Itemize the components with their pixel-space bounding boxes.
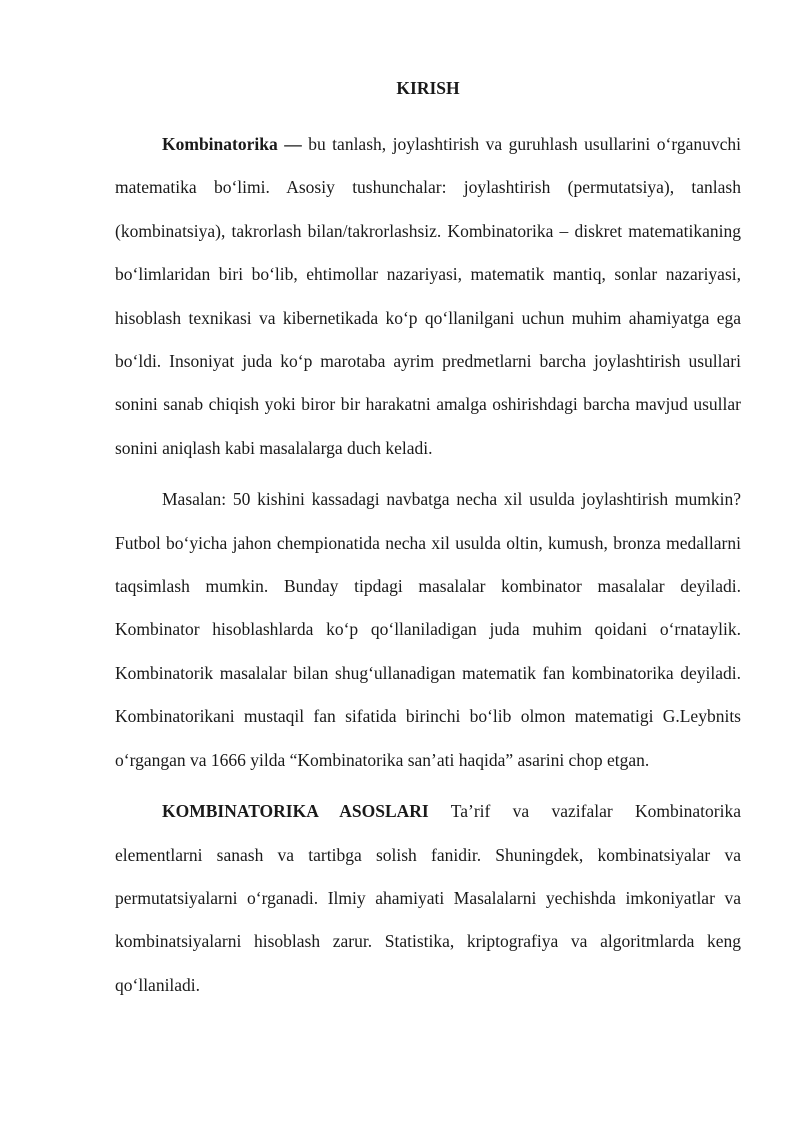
paragraph-lead: KOMBINATORIKA ASOSLARI xyxy=(162,801,429,822)
paragraph-example xyxy=(115,478,741,782)
paragraph-intro xyxy=(115,123,741,470)
paragraph-text: Ta’rif va vazifalar Kombinatorika elementlarni sanash va tartibga solish fanidir. Shuningdek, kombinatsiyalar va permutatsiyalarni o‘rganadi. Ilmiy ahamiyati Masalalarni yechishda imkoniyatlar va kombinatsiyalarni hisoblash zarur. Statistika, kriptografiya va algoritmlarda keng qo‘llaniladi. xyxy=(115,801,741,995)
paragraph-basics xyxy=(115,790,741,1007)
paragraph-lead: Kombinatorika — xyxy=(162,134,302,154)
paragraph-text: bu tanlash, joylashtirish va guruhlash usullarini o‘rganuvchi matematika bo‘limi. Asosiy tushunchalar: joylashtirish (permutatsiya), tanlash (kombinatsiya), takrorlash bilan/takrorlashsiz. Kombinatorika – diskret matematikaning bo‘limlaridan biri bo‘lib, ehtimollar nazariyasi, matematik mantiq, sonlar nazariyasi, hisoblash texnikasi va kibernetikada ko‘p qo‘llanilgani uchun muhim ahamiyatga ega bo‘ldi. Insoniyat juda ko‘p marotaba ayrim predmetlarni barcha joylashtirish usullari sonini sanab chiqish yoki biror bir harakatni amalga oshirishdagi barcha mavjud usullar sonini aniqlash kabi masalalarga duch keladi. xyxy=(115,134,741,458)
document-body xyxy=(115,123,741,1007)
page-title: KIRISH xyxy=(396,78,460,98)
paragraph-text: Masalan: 50 kishini kassadagi navbatga necha xil usulda joylashtirish mumkin? Futbol bo‘yicha jahon chempionatida necha xil usulda oltin, kumush, bronza medallarni taqsimlash mumkin. Bunday tipdagi masalalar kombinator masalalar deyiladi. Kombinator hisoblashlarda ko‘p qo‘llaniladigan juda muhim qoidani o‘rnataylik. Kombinatorik masalalar bilan shug‘ullanadigan matematik fan kombinatorika deyiladi. Kombinatorikani mustaqil fan sifatida birinchi bo‘lib olmon matematigi G.Leybnits o‘rgangan va 1666 yilda “Kombinatorika san’ati haqida” asarini chop etgan. xyxy=(115,489,741,770)
